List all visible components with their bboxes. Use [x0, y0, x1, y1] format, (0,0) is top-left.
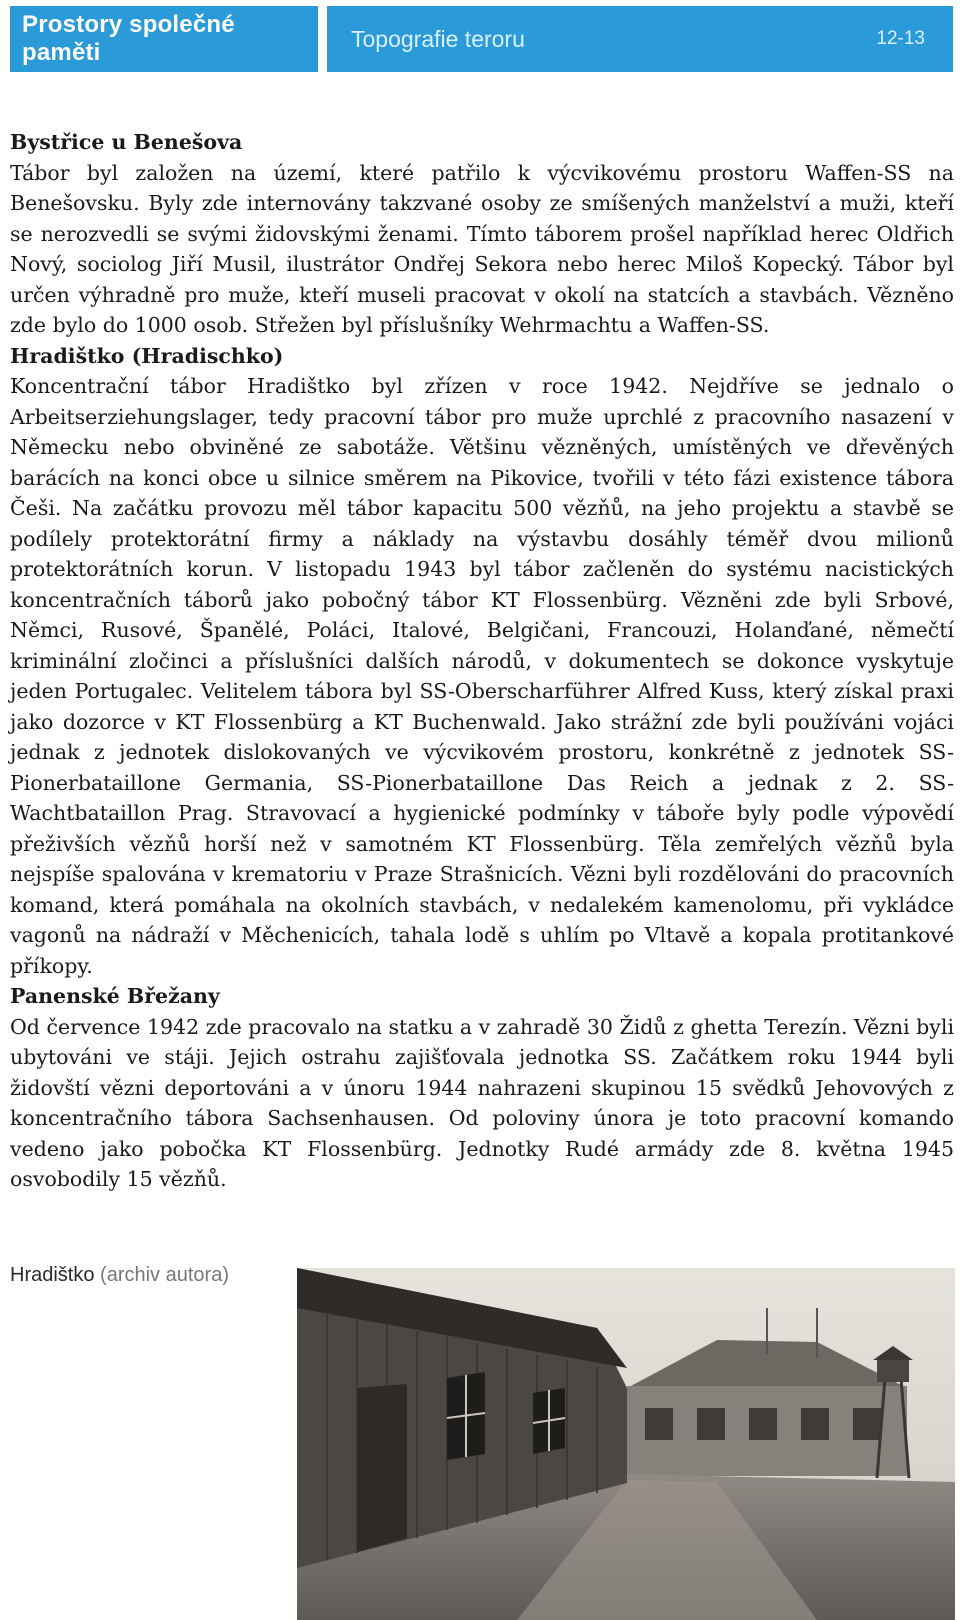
section-heading-hradistko: Hradištko (Hradischko): [10, 343, 284, 368]
section-heading-panenske-brezany: Panenské Břežany: [10, 984, 220, 1008]
article-body: [10, 127, 954, 1195]
caption-title: Hradištko: [10, 1264, 95, 1286]
photo-caption: [10, 1264, 229, 1287]
page-numbers: 12-13: [876, 28, 925, 49]
camp-barracks-photo: [297, 1268, 955, 1620]
subtitle-header-band: [327, 6, 953, 72]
section-title: Prostory společné paměti: [22, 11, 235, 66]
section-header-band: [10, 6, 318, 72]
section-heading-bystrice: Bystřice u Benešova: [10, 130, 243, 154]
section-text-panenske-brezany: Od července 1942 zde pracovalo na statku a v zahradě 30 Židů z ghetta Terezín. Vězni byli ubytováni ve stáji. Jejich ostrahu zajišťovala jednotka SS. Začátkem roku 1944 byli židovští vězni deportováni a v únoru 1944 nahrazeni skupinou 15 svědků Jehovových z koncentračního tábora Sachsenhausen. Od poloviny února je toto pracovní komando vedeno jako pobočka KT Flossenbürg. Jednotky Rudé armády zde 8. května 1945 osvobodily 15 vězňů.: [10, 1014, 954, 1191]
barracks-photo-illustration: [297, 1268, 955, 1620]
page-subtitle: Topografie teroru: [351, 25, 525, 52]
section-text-hradistko: Koncentrační tábor Hradištko byl zřízen v roce 1942. Nejdříve se jednalo o Arbeitserziehungslager, tedy pracovní tábor pro muže uprchlé z pracovního nasazení v Německu nebo obviněné ze sabotáže. Většinu vězněných, umístěných ve dřevěných barácích na konci obce u silnice směrem na Pikovice, tvořili v této fázi existence tábora Češi. Na začátku provozu měl tábor kapacitu 500 vězňů, na jeho projektu a stavbě se podílely protektorátní firmy a náklady na výstavbu dosáhly téměř dvou milionů protektorátních korun. V listopadu 1943 byl tábor začleněn do systému nacistických koncentračních táborů jako pobočný tábor KT Flossenbürg. Vězněni zde byli Srbové, Němci, Rusové, Španělé, Poláci, Italové, Belgičani, Francouzi, Holanďané, němečtí kriminální zločinci a příslušníci dalších národů, v dokumentech se dokonce vyskytuje jeden Portugalec. Velitelem tábora byl SS-Oberscharführer Alfred Kuss, který získal praxi jako dozorce v KT Flossenbürg a KT Buchenwald. Jako strážní zde byli používáni vojáci jednak z jednotek dislokovaných ve výcvikovém prostoru, konkrétně z jednotek SS-Pionerbataillone Germania, SS-Pionerbataillone Das Reich a jednak z 2. SS-Wachtbataillon Prag. Stravovací a hygienické podmínky v táboře byly podle výpovědí přeživších vězňů horší než v samotném KT Flossenbürg. Těla zemřelých vězňů byla nejspíše spalována v krematoriu v Praze Strašnicích. Vězni byli rozdělováni do pracovních komand, která pomáhala na okolních stavbách, v nedalekém kamenolomu, při vykládce vagonů na nádraží v Měchenicích, tahala lodě s uhlím po Vltavě a kopala protitankové příkopy.: [10, 374, 954, 978]
caption-credit: (archiv autora): [100, 1264, 229, 1286]
section-text-bystrice: Tábor byl založen na území, které patřilo k výcvikovému prostoru Waffen-SS na Benešovsku. Byly zde internovány takzvané osoby ze smíšených manželství a muži, kteří se nerozvedli se svými židovskými ženami. Tímto táborem prošel například herec Oldřich Nový, sociolog Jiří Musil, ilustrátor Ondřej Sekora nebo herec Miloš Kopecký. Tábor byl určen výhradně pro muže, kteří museli pracovat v okolí na statcích a stavbách. Vězněno zde bylo do 1000 osob. Střežen byl příslušníky Wehrmachtu a Waffen-SS.: [10, 160, 954, 337]
